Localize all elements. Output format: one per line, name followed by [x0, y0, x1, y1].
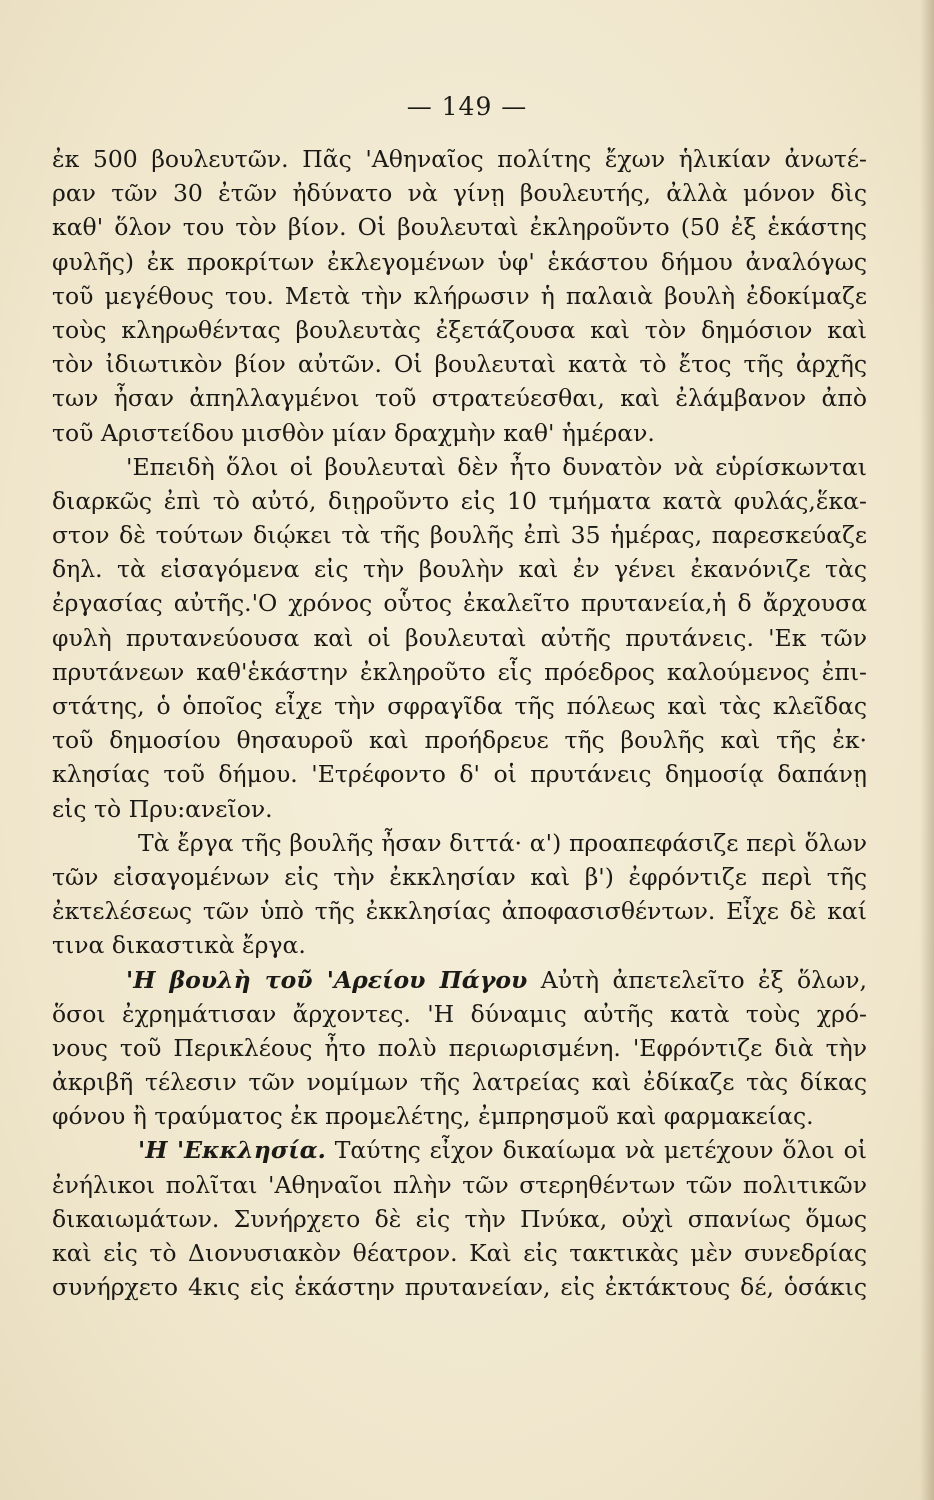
- line-text: τοῦ δημοσίου θησαυροῦ καὶ προήδρευε τῆς βουλῆς καὶ τῆς ἐκ·: [52, 726, 867, 755]
- line-text: ἐκ 500 βουλευτῶν. Πᾶς 'Αθηναῖος πολίτης ἔχων ἡλικίαν ἀνωτέ-: [52, 145, 867, 173]
- line-text: ἐνήλικοι πολῖται 'Αθηναῖοι πλὴν τῶν στερηθέντων τῶν πολιτικῶν: [52, 1170, 867, 1199]
- line-text: ἀκριβῆ τέλεσιν τῶν νομίμων τῆς λατρείας καὶ ἐδίκαζε τὰς δίκας: [52, 1068, 867, 1097]
- line-text: τοῦ Αριστείδου μισθὸν μίαν δραχμὴν καθ' ἡμέραν.: [52, 418, 655, 447]
- text-line: [52, 279, 867, 313]
- line-text: Ταύτης εἶχον δικαίωμα νὰ μετέχουν ὅλοι οἱ: [325, 1136, 867, 1165]
- section-heading: 'Η 'Εκκλησία.: [138, 1136, 326, 1165]
- text-line: [52, 1031, 867, 1065]
- text-line: [52, 347, 867, 381]
- line-text: καὶ εἰς τὸ Διονυσιακὸν θέατρον. Καὶ εἰς τακτικὰς μὲν συνεδρίας: [52, 1239, 867, 1267]
- text-line: [52, 792, 867, 826]
- text-line: [52, 997, 867, 1031]
- text-line: [52, 1168, 867, 1202]
- line-text: διαρκῶς ἐπὶ τὸ αὐτό, διῃροῦντο εἰς 10 τμήματα κατὰ φυλάς,ἕκα-: [52, 486, 867, 515]
- text-line: [52, 1236, 867, 1270]
- text-line: [52, 1099, 867, 1133]
- line-text: ὅσοι ἐχρημάτισαν ἄρχοντες. 'Η δύναμις αὐτῆς κατὰ τοὺς χρό-: [52, 999, 867, 1028]
- text-line: [52, 210, 867, 244]
- section-heading: 'Η βουλὴ τοῦ 'Αρείου Πάγου: [126, 965, 528, 994]
- line-text: εἰς τὸ Πρυ:ανεῖον.: [52, 794, 273, 823]
- line-text: ἐργασίας αὐτῆς.'Ο χρόνος οὗτος ἐκαλεῖτο πρυτανεία,ἡ δ ἄρχουσα: [52, 589, 867, 618]
- text-line: [52, 381, 867, 415]
- text-line: [52, 586, 867, 620]
- text-line: [52, 655, 867, 689]
- text-line: [52, 313, 867, 347]
- line-text: τινα δικαστικὰ ἔργα.: [52, 931, 306, 960]
- line-text: 'Επειδὴ ὅλοι οἱ βουλευταὶ δὲν ἦτο δυνατὸν νὰ εὑρίσκωνται: [126, 452, 867, 481]
- line-text: κλησίας τοῦ δήμου. 'Ετρέφοντο δ' οἱ πρυτάνεις δημοσίᾳ δαπάνῃ: [52, 760, 867, 789]
- text-line: [52, 757, 867, 791]
- text-line: [52, 928, 867, 962]
- line-text: τὸν ἰδιωτικὸν βίον αὐτῶν. Οἱ βουλευταὶ κατὰ τὸ ἔτος τῆς ἀρχῆς: [52, 350, 867, 379]
- line-text: τῶν εἰσαγομένων εἰς τὴν ἐκκλησίαν καὶ β') ἐφρόντιζε περὶ τῆς: [52, 862, 867, 891]
- text-line: [52, 552, 867, 586]
- text-line: [52, 826, 867, 860]
- page-edge-shadow: [920, 0, 934, 1500]
- text-line: [52, 621, 867, 655]
- line-text: Τὰ ἔργα τῆς βουλῆς ἦσαν διττά· α') προαπεφάσιζε περὶ ὅλων: [138, 828, 867, 857]
- text-line: [52, 723, 867, 757]
- text-line: [52, 142, 867, 176]
- text-line: [52, 176, 867, 210]
- text-line: [52, 1065, 867, 1099]
- text-line: [52, 1202, 867, 1236]
- text-line: [52, 1270, 867, 1304]
- line-text: φόνου ἢ τραύματος ἐκ προμελέτης, ἐμπρησμοῦ καὶ φαρμακείας.: [52, 1102, 814, 1131]
- text-line: [52, 894, 867, 928]
- line-text: πρυτάνεων καθ'ἑκάστην ἐκληροῦτο εἷς πρόεδρος καλούμενος ἐπι-: [52, 657, 867, 686]
- text-line: [52, 416, 867, 450]
- line-text: των ἦσαν ἀπηλλαγμένοι τοῦ στρατεύεσθαι, καὶ ἐλάμβανον ἀπὸ: [52, 384, 867, 413]
- text-line: [52, 963, 867, 997]
- text-line: [52, 450, 867, 484]
- line-text: δηλ. τὰ εἰσαγόμενα εἰς τὴν βουλὴν καὶ ἐν γένει ἐκανόνιζε τὰς: [52, 555, 867, 584]
- text-line: [52, 484, 867, 518]
- text-line: [52, 1133, 867, 1167]
- line-text: ραν τῶν 30 ἐτῶν ἠδύνατο νὰ γίνῃ βουλευτής, ἀλλὰ μόνον δὶς: [52, 179, 867, 208]
- line-text: συνήρχετο 4κις εἰς ἑκάστην πρυτανείαν, εἰς ἐκτάκτους δέ, ὁσάκις: [52, 1273, 867, 1302]
- text-line: [52, 860, 867, 894]
- text-line: [52, 245, 867, 279]
- line-text: τοὺς κληρωθέντας βουλευτὰς ἐξετάζουσα καὶ τὸν δημόσιον καὶ: [52, 315, 867, 344]
- line-text: στον δὲ τούτων διῴκει τὰ τῆς βουλῆς ἐπὶ 35 ἡμέρας, παρεσκεύαζε: [52, 521, 867, 550]
- line-text: καθ' ὅλον του τὸν βίον. Οἱ βουλευταὶ ἐκληροῦντο (50 ἐξ ἑκάστης: [52, 213, 867, 242]
- line-text: τοῦ μεγέθους του. Μετὰ τὴν κλήρωσιν ἡ παλαιὰ βουλὴ ἐδοκίμαζε: [52, 281, 867, 310]
- body-text: [52, 142, 867, 1304]
- page-number: — 149 —: [406, 92, 528, 121]
- line-text: φυλὴ πρυτανεύουσα καὶ οἱ βουλευταὶ αὐτῆς πρυτάνεις. 'Εκ τῶν: [52, 623, 867, 652]
- line-text: φυλῆς) ἐκ προκρίτων ἐκλεγομένων ὑφ' ἑκάστου δήμου ἀναλόγως: [52, 247, 867, 276]
- text-line: [52, 518, 867, 552]
- line-text: δικαιωμάτων. Συνήρχετο δὲ εἰς τὴν Πνύκα, οὐχὶ σπανίως ὅμως: [52, 1204, 867, 1233]
- line-text: ἐκτελέσεως τῶν ὑπὸ τῆς ἐκκλησίας ἀποφασισθέντων. Εἶχε δὲ καί: [52, 897, 867, 926]
- line-text: νους τοῦ Περικλέους ἦτο πολὺ περιωρισμένη. 'Εφρόντιζε διὰ τὴν: [52, 1033, 867, 1062]
- text-line: [52, 689, 867, 723]
- line-text: στάτης, ὁ ὁποῖος εἶχε τὴν σφραγῖδα τῆς πόλεως καὶ τὰς κλεῖδας: [52, 692, 867, 720]
- line-text: Αὐτὴ ἀπετελεῖτο ἐξ ὅλων,: [527, 965, 867, 994]
